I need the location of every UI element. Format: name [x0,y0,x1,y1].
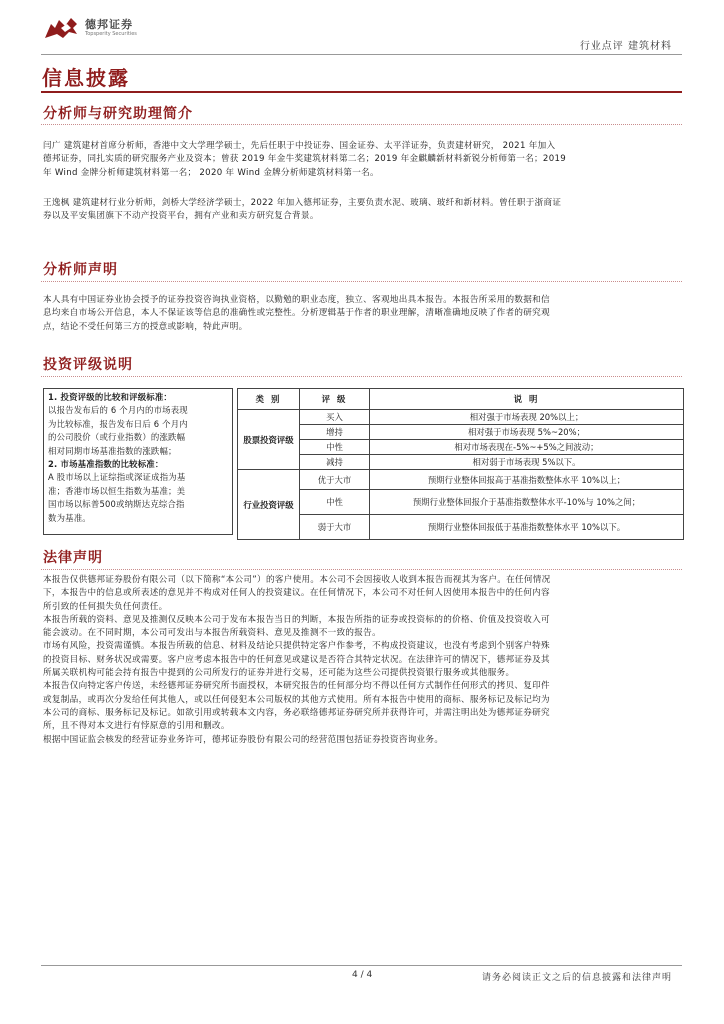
analyst-statement-text [43,294,683,334]
col-category: 类 别 [238,389,300,410]
desc-cell: 相对强于市场表现 20%以上； [370,410,684,425]
criteria-line: 相对同期市场基准指数的涨跌幅； [48,445,177,456]
text-line: 所，且不得对本文进行有悖原意的引用和删改。 [43,721,230,732]
header-divider [41,54,682,55]
grade-cell: 买入 [300,410,370,425]
criteria-line: 准；香港市场以恒生指数为基准；美 [48,485,186,496]
group-stock: 股票投资评级 [238,410,300,470]
logo-text [85,19,137,37]
group-industry: 行业投资评级 [238,470,300,540]
text-line: 券以及平安集团旗下不动产投资平台，拥有产业和卖方研究复合背景。 [43,211,319,222]
table-row [238,455,684,470]
company-logo [41,14,137,42]
table-header-row [238,389,684,410]
text-line: 或复制品，或再次分发给任何其他人，或以任何侵犯本公司版权的其他方式使用。所有本报告中使用的商标、服务标记及标记均为 [43,694,550,705]
text-line: 的投资目标、财务状况或需要。客户应考虑本报告中的任何意见或建议是否符合其特定状况。在法律许可的情况下，德邦证券及其 [43,654,550,665]
text-line: 本报告仅向特定客户传送，未经德邦证券研究所书面授权，本研究报告的任何部分均不得以任何方式制作任何形式的拷贝、复印件 [43,681,550,692]
col-desc: 说 明 [370,389,684,410]
desc-cell: 预期行业整体回报高于基准指数整体水平 10%以上； [370,470,684,490]
text-line: 能会波动。在不同时期，本公司可发出与本报告所载资料、意见及推测不一致的报告。 [43,628,381,639]
section-divider [41,376,682,377]
section-divider [41,281,682,282]
page-number: 4 / 4 [352,970,373,980]
analyst-intro-para1 [43,140,683,180]
col-grade: 评 级 [300,389,370,410]
bull-logo-icon [41,14,81,42]
analyst-intro-para2 [43,197,683,224]
table-row [238,425,684,440]
text-line: 年 Wind 金牌分析师建筑材料第一名； 2020 年 Wind 金牌分析师建筑材料第一名。 [43,167,379,178]
criteria-line: 的公司股价（或行业指数）的涨跌幅 [48,432,186,443]
rating-table [237,388,684,540]
text-line: 本人具有中国证券业协会授予的证券投资咨询执业资格，以勤勉的职业态度，独立、客观地出具本报告。本报告所采用的数据和信 [43,295,550,305]
grade-cell: 弱于大市 [300,515,370,540]
criteria-line: 以报告发布后的 6 个月内的市场表现 [48,405,188,416]
desc-cell: 相对弱于市场表现 5%以下。 [370,455,684,470]
text-line: 市场有风险，投资需谨慎。本报告所载的信息、材料及结论只提供特定客户作参考，不构成投资建议，也没有考虑到个别客户特殊 [43,641,550,652]
analyst-statement-heading: 分析师声明 [43,262,118,278]
grade-cell: 中性 [300,440,370,455]
legal-heading: 法律声明 [43,550,103,566]
rating-heading: 投资评级说明 [43,357,133,373]
table-row [238,515,684,540]
text-line: 根据中国证监会核发的经营证券业务许可，德邦证券股份有限公司的经营范围包括证券投资咨询业务。 [43,734,444,745]
text-line: 息均来自市场公开信息，本人不保证该等信息的准确性或完整性。分析逻辑基于作者的职业理解，清晰准确地反映了作者的研究观 [43,308,550,319]
criteria-line: A 股市场以上证综指或深证成指为基 [48,472,186,483]
desc-cell: 预期行业整体回报低于基准指数整体水平 10%以下。 [370,515,684,540]
desc-cell: 相对市场表现在-5%~+5%之间波动； [370,440,684,455]
title-underline [41,91,682,93]
table-row [238,490,684,515]
legal-text [43,574,683,747]
desc-cell: 预期行业整体回报介于基准指数整体水平-10%与 10%之间； [370,490,684,515]
section-divider [41,569,682,570]
grade-cell: 增持 [300,425,370,440]
table-row [238,440,684,455]
table-row [238,470,684,490]
grade-cell: 减持 [300,455,370,470]
text-line: 本报告仅供德邦证券股份有限公司（以下简称“本公司”）的客户使用。本公司不会因接收人收到本报告而视其为客户。在任何情况 [43,575,551,585]
rating-criteria-box [43,388,233,535]
footer-disclaimer: 请务必阅读正文之后的信息披露和法律声明 [481,973,672,983]
criteria-line: 2. 市场基准指数的比较标准： [48,459,164,470]
table-row [238,410,684,425]
criteria-line: 数为基准。 [48,512,91,523]
text-line: 本公司的商标、服务标记及标记。如欲引用或转载本文内容，务必联络德邦证券研究所并获得许可，并需注明出处为德邦证券研究 [43,707,550,718]
section-divider [41,124,682,125]
text-line: 点，结论不受任何第三方的授意或影响，特此声明。 [43,321,248,332]
analyst-intro-heading: 分析师与研究助理简介 [43,106,193,122]
text-line: 所属关联机构可能会持有报告中提到的公司所发行的证券并进行交易，还可能为这些公司提供投资银行服务或其他服务。 [43,668,515,679]
text-line: 德邦证券，同扎实质的研究服务产业及资本；曾获 2019 年金牛奖建筑材料第二名；2019 年金麒麟新材料新锐分析师第一名；2019 [43,154,566,165]
grade-cell: 中性 [300,490,370,515]
criteria-line: 为比较标准，报告发布日后 6 个月内 [48,418,188,429]
text-line: 所引致的任何损失负任何责任。 [43,601,168,612]
logo-cn: 德邦证券 [85,18,133,31]
text-line: 王逸枫 建筑建材行业分析师，剑桥大学经济学硕士，2022 年加入德邦证券，主要负责水泥、玻璃、玻纤和新材料。曾任职于浙商证 [43,198,562,208]
criteria-line: 1. 投资评级的比较和评级标准： [48,392,172,402]
grade-cell: 优于大市 [300,470,370,490]
desc-cell: 相对强于市场表现 5%~20%； [370,425,684,440]
page-title: 信息披露 [42,66,130,90]
logo-en: Topsperity Securities [85,31,137,37]
text-line: 闫广 建筑建材首席分析师，香港中文大学理学硕士，先后任职于中投证券、国金证券、太平洋证券，负责建材研究， 2021 年加入 [43,141,556,151]
footer-divider [41,965,682,966]
text-line: 下，本报告中的信息或所表述的意见并不构成对任何人的投资建议。在任何情况下，本公司不对任何人因使用本报告中的任何内容 [43,588,550,599]
header-category: 行业点评 建筑材料 [579,41,672,52]
criteria-line: 国市场以标普500或纳斯达克综合指 [48,499,185,510]
text-line: 本报告所载的资料、意见及推测仅反映本公司于发布本报告当日的判断，本报告所指的证券或投资标的的价格、价值及投资收入可 [43,614,550,625]
